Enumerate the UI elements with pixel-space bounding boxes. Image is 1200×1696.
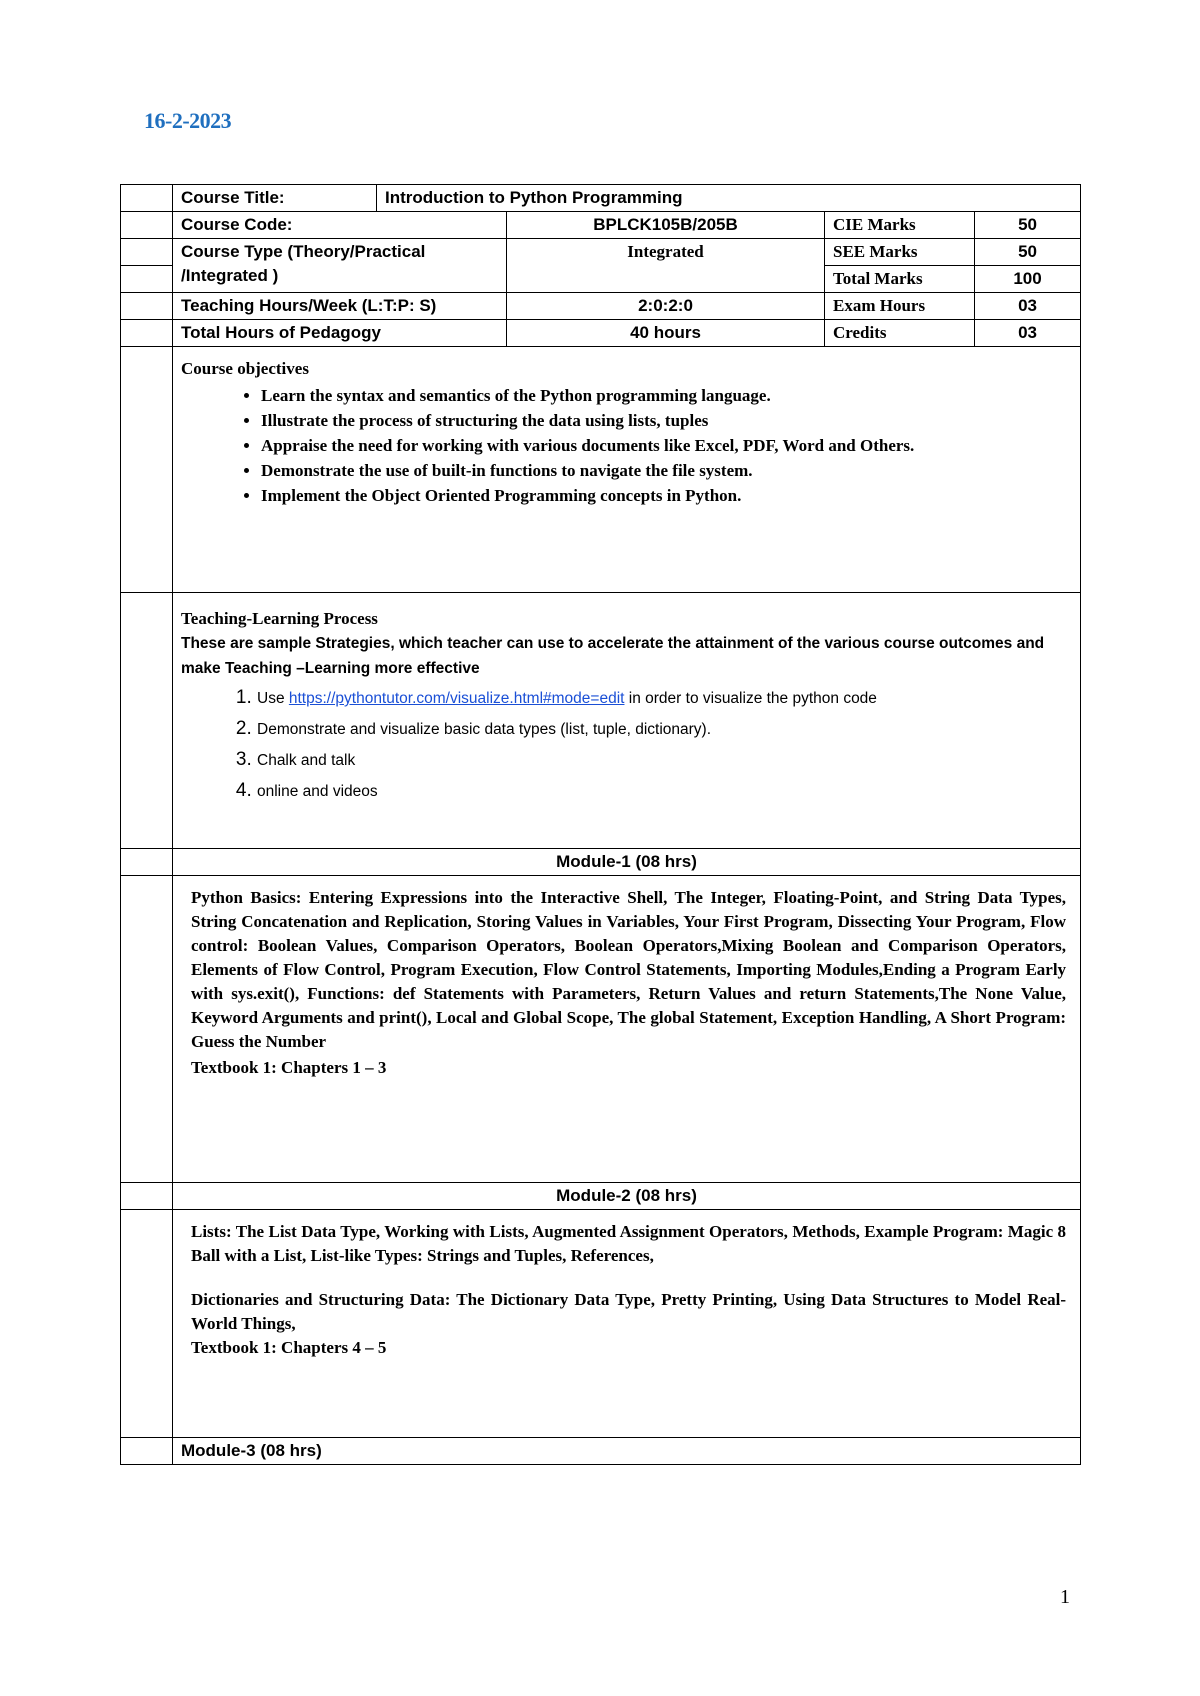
exam-hours-value: 03 xyxy=(975,293,1081,320)
row-course-title xyxy=(121,185,1081,212)
teaching-hours-label: Teaching Hours/Week (L:T:P: S) xyxy=(173,293,507,320)
row-teaching-learning xyxy=(121,593,1081,849)
objective-item: • Illustrate the process of structuring the data using lists, tuples xyxy=(261,408,1072,433)
module-2-textbook: Textbook 1: Chapters 4 – 5 xyxy=(191,1338,387,1357)
objective-item: • Learn the syntax and semantics of the Python programming language. xyxy=(261,383,1072,408)
exam-hours-label: Exam Hours xyxy=(825,293,975,320)
module-1-text-3: def Statements with Parameters, Return Values and return Statements,The None Value, Keyword Arguments and print(), Local and Global Scope, The global Statement, Exception Handling, A Short Program: Guess the Number xyxy=(191,984,1067,1051)
tlp-item-1-prefix: Use xyxy=(257,690,289,707)
row-teaching-hours xyxy=(121,293,1081,320)
syllabus-table xyxy=(120,184,1081,1465)
course-objectives-heading: Course objectives xyxy=(181,359,309,378)
total-marks-value: 100 xyxy=(975,266,1081,293)
module-1-python-basics: Python Basics xyxy=(191,888,296,907)
total-marks-label: Total Marks xyxy=(825,266,975,293)
module-1-heading: Module-1 (08 hrs) xyxy=(173,849,1081,876)
module-1-flow-control: Flow control: xyxy=(191,912,1067,955)
tlp-intro: These are sample Strategies, which teacher can use to accelerate the attainment of the various course outcomes and make Teaching –Learning more effective xyxy=(181,635,1045,677)
row-module-3-heading xyxy=(121,1438,1081,1465)
module-1-textbook: Textbook 1: Chapters 1 – 3 xyxy=(191,1058,387,1077)
objective-item: • Demonstrate the use of built-in functions to navigate the file system. xyxy=(261,458,1072,483)
credits-value: 03 xyxy=(975,320,1081,347)
cie-marks-label: CIE Marks xyxy=(825,212,975,239)
tlp-list xyxy=(181,683,1072,807)
teaching-hours-value: 2:0:2:0 xyxy=(507,293,825,320)
tlp-item-2: 2. Demonstrate and visualize basic data types (list, tuple, dictionary). xyxy=(257,714,1072,745)
objective-item: • Appraise the need for working with various documents like Excel, PDF, Word and Others. xyxy=(261,433,1072,458)
document-date: 16-2-2023 xyxy=(144,108,232,133)
module-2-lists: Lists: xyxy=(191,1222,232,1241)
row-course-code xyxy=(121,212,1081,239)
module-2-dictionaries-paragraph xyxy=(191,1288,1066,1336)
row-module-2-heading xyxy=(121,1183,1081,1210)
pythontutor-link[interactable]: https://pythontutor.com/visualize.html#mode=edit xyxy=(288,690,625,707)
course-title-label: Course Title: xyxy=(173,185,377,212)
row-module-1-body xyxy=(121,876,1081,1183)
course-type-label: Course Type (Theory/Practical /Integrated ) xyxy=(173,239,507,293)
cie-marks-value: 50 xyxy=(975,212,1081,239)
row-module-1-heading xyxy=(121,849,1081,876)
page-number: 1 xyxy=(1060,1586,1070,1608)
objective-item: • Implement the Object Oriented Programming concepts in Python. xyxy=(261,483,1072,508)
pedagogy-value: 40 hours xyxy=(507,320,825,347)
course-title-value: Introduction to Python Programming xyxy=(377,185,1081,212)
see-marks-label: SEE Marks xyxy=(825,239,975,266)
module-1-text-1: : Entering Expressions into the Interactive Shell, The Integer, Floating-Point, and String Data Types, String Concatenation and Replication, Storing Values in Variables, Your First Program, Dissecting Your Program, xyxy=(191,888,1067,931)
row-pedagogy xyxy=(121,320,1081,347)
course-type-value: Integrated xyxy=(507,239,825,293)
module-2-dictionaries: Dictionaries and Structuring Data: xyxy=(191,1290,451,1309)
course-code-value: BPLCK105B/205B xyxy=(507,212,825,239)
row-course-objectives xyxy=(121,347,1081,593)
module-1-text-2: Boolean Values, Comparison Operators, Boolean Operators,Mixing Boolean and Comparison Operators, Elements of Flow Control, Program Execution, Flow Control Statements, Importing Modules,Ending a Program Early with sys.exit(), xyxy=(191,936,1067,1003)
tlp-item-1 xyxy=(257,683,1072,714)
course-objectives-cell xyxy=(173,347,1081,593)
course-objectives-list xyxy=(181,383,1072,508)
module-2-lists-paragraph xyxy=(191,1220,1066,1268)
tlp-item-3: 3. Chalk and talk xyxy=(257,745,1072,776)
see-marks-value: 50 xyxy=(975,239,1081,266)
row-module-2-body xyxy=(121,1210,1081,1438)
module-2-text-1: The List Data Type, Working with Lists, Augmented Assignment Operators, Methods, Example Program: Magic 8 Ball with a List, List-like Types: Strings and Tuples, References, xyxy=(191,1222,1067,1265)
module-2-text-2: The Dictionary Data Type, Pretty Printing, Using Data Structures to Model Real-World Things, xyxy=(191,1290,1067,1333)
module-1-body xyxy=(173,876,1081,1183)
pedagogy-label: Total Hours of Pedagogy xyxy=(173,320,507,347)
module-3-heading: Module-3 (08 hrs) xyxy=(173,1438,1081,1465)
credits-label: Credits xyxy=(825,320,975,347)
row-course-type xyxy=(121,239,1081,266)
teaching-learning-cell xyxy=(173,593,1081,849)
module-1-functions: Functions: xyxy=(307,984,385,1003)
tlp-item-1-suffix: in order to visualize the python code xyxy=(624,690,877,707)
tlp-heading: Teaching-Learning Process xyxy=(181,609,378,628)
course-code-label: Course Code: xyxy=(173,212,507,239)
module-2-body xyxy=(173,1210,1081,1438)
tlp-item-4: 4. online and videos xyxy=(257,776,1072,807)
module-2-heading: Module-2 (08 hrs) xyxy=(173,1183,1081,1210)
